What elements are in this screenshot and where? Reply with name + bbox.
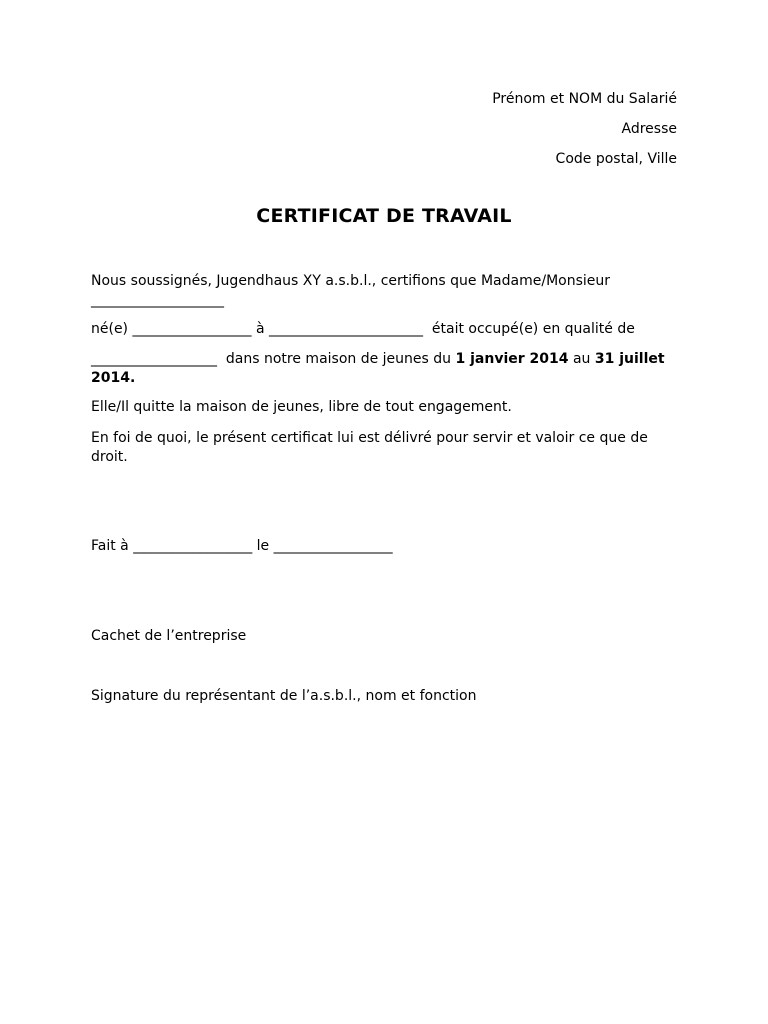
in-faith-paragraph: En foi de quoi, le présent certificat lui est délivré pour servir et valoir ce que de droit.: [91, 430, 648, 465]
period-paragraph: [91, 350, 681, 388]
born-label: né(e): [91, 321, 129, 337]
at-label: à: [255, 321, 265, 337]
document-title: CERTIFICAT DE TRAVAIL: [256, 205, 512, 227]
made-at-label: Fait à: [91, 538, 129, 554]
birth-paragraph: [91, 320, 681, 339]
house-text: dans notre maison de jeunes du: [225, 351, 452, 367]
certify-text: Nous soussignés, Jugendhaus XY a.s.b.l., certifions que Madame/Monsieur: [91, 273, 611, 289]
certify-paragraph: [91, 272, 681, 310]
date-blank: _________________: [273, 538, 393, 554]
birthplace-blank: ______________________: [268, 321, 423, 337]
position-blank: __________________: [91, 351, 217, 367]
end-date: 31 juillet 2014.: [91, 351, 665, 386]
start-date: 1 janvier 2014: [455, 351, 569, 367]
leaves-paragraph: Elle/Il quitte la maison de jeunes, libre de tout engagement.: [91, 399, 512, 415]
employee-city-line: Code postal, Ville: [555, 151, 677, 167]
employee-address-block: [492, 84, 677, 174]
employee-name-line: Prénom et NOM du Salarié: [492, 91, 677, 107]
birth-date-blank: _________________: [132, 321, 252, 337]
on-label: le: [256, 538, 270, 554]
place-blank: _________________: [133, 538, 253, 554]
made-at-line: [91, 537, 681, 556]
name-blank: ___________________: [91, 292, 224, 308]
signature-label: Signature du représentant de l’a.s.b.l., nom et fonction: [91, 688, 477, 704]
employee-address-line: Adresse: [621, 121, 677, 137]
company-stamp-label: Cachet de l’entreprise: [91, 628, 247, 644]
occupied-text: était occupé(e) en qualité de: [431, 321, 635, 337]
to-word: au: [572, 351, 591, 367]
